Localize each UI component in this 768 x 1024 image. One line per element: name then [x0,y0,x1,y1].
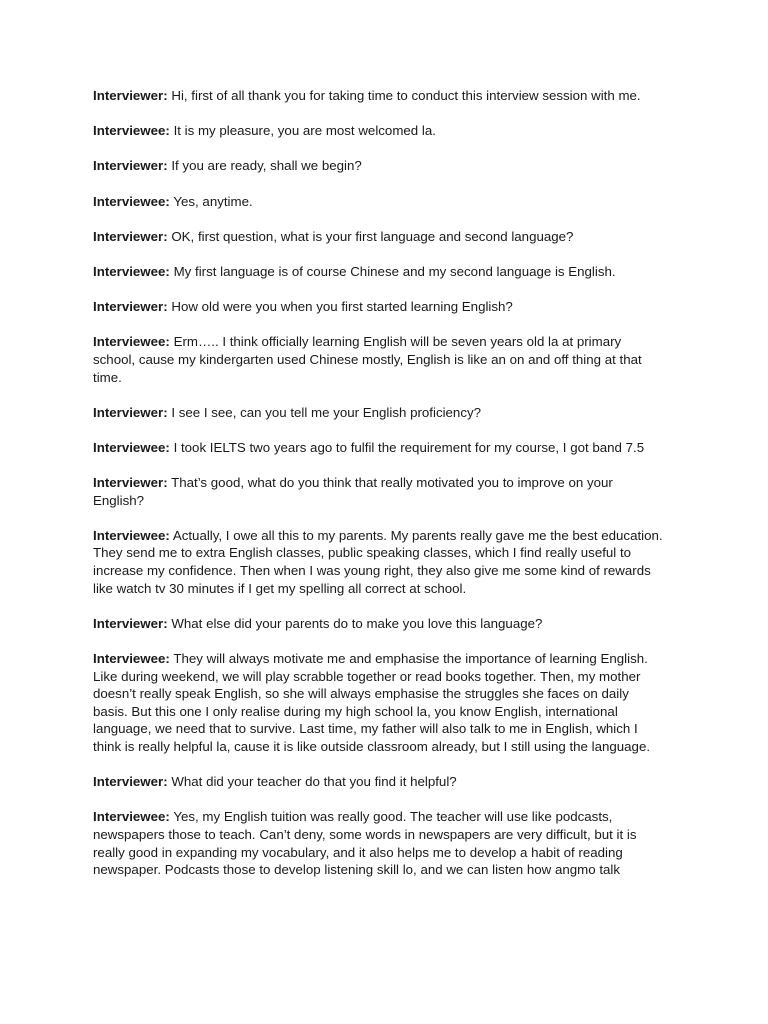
transcript-turn [93,122,665,140]
speaker-label: Interviewee: [93,439,170,455]
transcript-body [93,87,665,896]
transcript-turn [93,439,665,457]
turn-text: They will always motivate me and emphasise the importance of learning English. Like during weekend, we will play scrabble together or read books together. Then, my mother doesn’t really speak English, so she will always emphasise the struggles she faces on daily basis. But this one I only realise during my high school la, you know English, international language, we need that to survive. Last time, my father will also talk to me in English, which I think is really helpful la, cause it is like outside classroom already, but I still using the language. [93,651,651,754]
transcript-turn [93,87,665,105]
speaker-label: Interviewer: [93,774,168,790]
turn-text: It is my pleasure, you are most welcomed la. [173,123,436,139]
turn-text: Yes, anytime. [173,193,253,209]
speaker-label: Interviewee: [93,123,170,139]
speaker-label: Interviewee: [93,193,170,209]
speaker-label: Interviewer: [93,299,168,315]
transcript-turn [93,527,665,597]
turn-text: My first language is of course Chinese and my second language is English. [173,263,616,279]
speaker-label: Interviewee: [93,334,170,350]
turn-text: How old were you when you first started learning English? [171,299,513,315]
turn-text: Actually, I owe all this to my parents. My parents really gave me the best education. They send me to extra English classes, public speaking classes, which I find really useful to increase my confidence. Then when I was young right, they also give me some kind of rewards like watch tv 30 minutes if I get my spelling all correct at school. [93,527,663,596]
transcript-turn [93,773,665,791]
speaker-label: Interviewer: [93,475,168,491]
transcript-turn [93,650,665,756]
turn-text: Yes, my English tuition was really good. The teacher will use like podcasts, newspapers those to teach. Can’t deny, some words in newspapers are very difficult, but it is really good in expanding my vocabulary, and it also helps me to develop a habit of reading newspaper. Podcasts those to develop listening skill lo, and we can listen how angmo talk [93,809,637,878]
speaker-label: Interviewer: [93,615,168,631]
speaker-label: Interviewer: [93,404,168,420]
speaker-label: Interviewee: [93,651,170,666]
transcript-turn [93,193,665,211]
speaker-label: Interviewer: [93,88,168,103]
transcript-turn [93,404,665,422]
transcript-turn [93,808,665,878]
transcript-turn [93,263,665,281]
turn-text: That’s good, what do you think that really motivated you to improve on your English? [93,475,613,508]
speaker-label: Interviewee: [93,809,170,825]
transcript-turn [93,615,665,633]
turn-text: If you are ready, shall we begin? [171,158,362,174]
speaker-label: Interviewee: [93,527,170,543]
transcript-turn [93,157,665,175]
transcript-turn [93,298,665,316]
turn-text: Hi, first of all thank you for taking time to conduct this interview session with me. [171,88,641,103]
turn-text: OK, first question, what is your first language and second language? [171,228,574,244]
speaker-label: Interviewer: [93,158,168,174]
turn-text: What did your teacher do that you find it helpful? [171,774,457,790]
transcript-turn [93,228,665,246]
speaker-label: Interviewer: [93,228,168,244]
turn-text: I took IELTS two years ago to fulfil the requirement for my course, I got band 7.5 [173,439,645,455]
turn-text: Erm….. I think officially learning English will be seven years old la at primary school, cause my kindergarten used Chinese mostly, English is like an on and off thing at that time. [93,334,642,385]
turn-text: I see I see, can you tell me your English proficiency? [171,404,482,420]
transcript-turn [93,333,665,386]
turn-text: What else did your parents do to make you love this language? [171,615,543,631]
speaker-label: Interviewee: [93,263,170,279]
transcript-turn [93,474,665,509]
